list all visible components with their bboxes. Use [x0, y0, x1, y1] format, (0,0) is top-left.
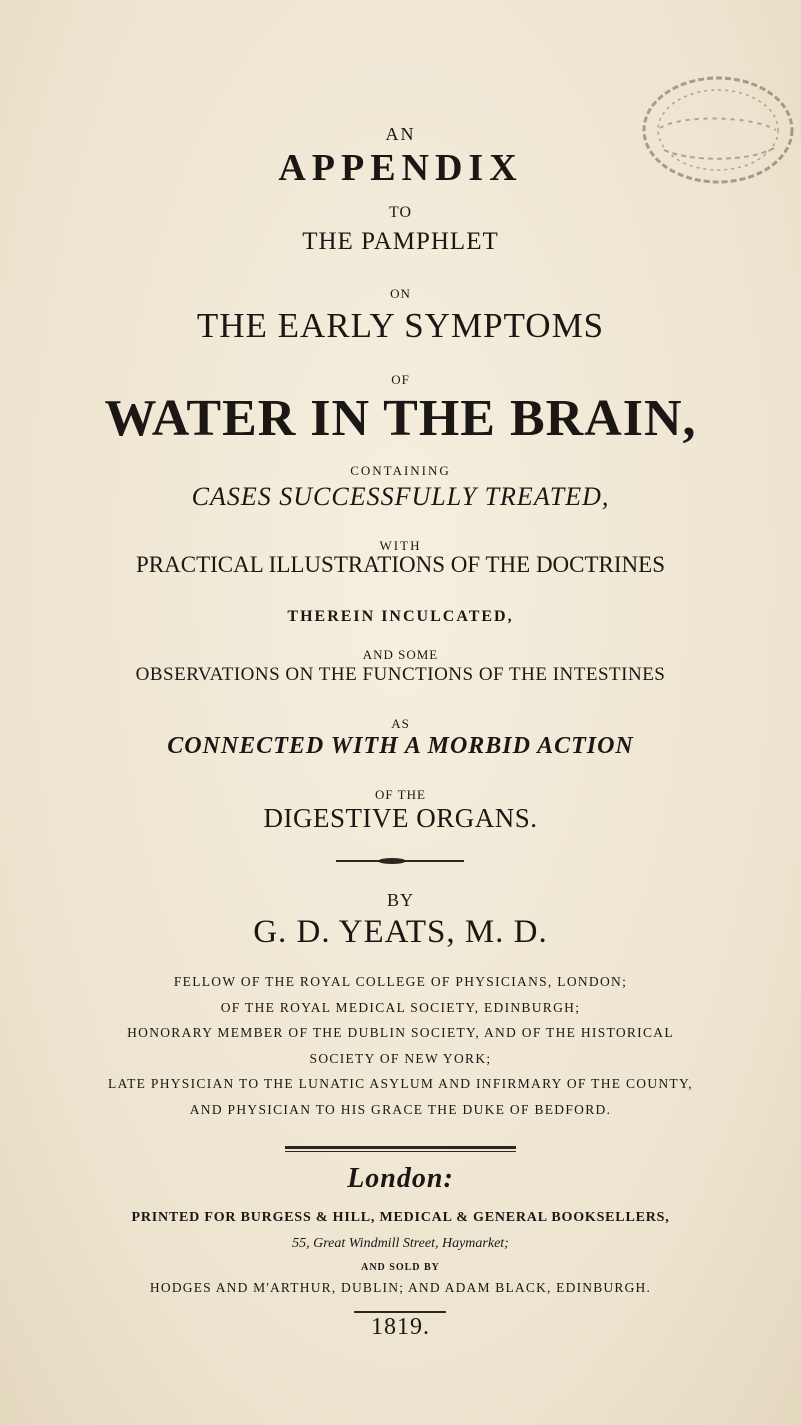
- heading-early-symptoms: THE EARLY SYMPTOMS: [196, 306, 605, 345]
- connector-on: ON: [390, 286, 411, 301]
- ornamental-divider: [336, 860, 464, 862]
- imprint-sellers: HODGES AND M'ARTHUR, DUBLIN; AND ADAM BLACK, EDINBURGH.: [149, 1280, 652, 1295]
- connector-and-some: AND SOME: [362, 647, 439, 662]
- heading-an: AN: [385, 124, 416, 144]
- heading-practical: PRACTICAL ILLUSTRATIONS OF THE DOCTRINES: [135, 552, 666, 577]
- double-rule-bottom: [285, 1151, 516, 1152]
- connector-of-the: OF THE: [375, 787, 426, 802]
- author-name: G. D. YEATS, M. D.: [253, 914, 548, 950]
- main-title: WATER IN THE BRAIN,: [104, 390, 697, 447]
- author-credential: OF THE ROYAL MEDICAL SOCIETY, EDINBURGH;: [220, 1000, 581, 1015]
- author-credential: FELLOW OF THE ROYAL COLLEGE OF PHYSICIANS, LONDON;: [173, 974, 628, 989]
- double-rule-top: [285, 1146, 516, 1149]
- author-credential: AND PHYSICIAN TO HIS GRACE THE DUKE OF BEDFORD.: [189, 1102, 612, 1117]
- heading-pamphlet: THE PAMPHLET: [302, 228, 499, 255]
- heading-connected: CONNECTED WITH A MORBID ACTION: [167, 733, 634, 759]
- imprint-city: London:: [347, 1163, 454, 1194]
- heading-cases: CASES SUCCESSFULLY TREATED,: [191, 482, 610, 511]
- imprint-sold-by: AND SOLD BY: [361, 1262, 440, 1273]
- heading-to: TO: [388, 204, 413, 221]
- author-credential: LATE PHYSICIAN TO THE LUNATIC ASYLUM AND INFIRMARY OF THE COUNTY,: [108, 1076, 693, 1091]
- connector-with: WITH: [379, 538, 422, 553]
- heading-therein: THEREIN INCULCATED,: [287, 608, 514, 625]
- imprint-year: 1819.: [371, 1314, 430, 1340]
- connector-of: OF: [391, 372, 410, 387]
- author-credential: HONORARY MEMBER OF THE DUBLIN SOCIETY, AND OF THE HISTORICAL: [127, 1025, 674, 1040]
- author-credential: SOCIETY OF NEW YORK;: [309, 1051, 492, 1066]
- year-rule: [354, 1311, 446, 1313]
- connector-as: AS: [391, 716, 410, 731]
- heading-observations: OBSERVATIONS ON THE FUNCTIONS OF THE INTESTINES: [135, 664, 666, 685]
- imprint-address: 55, Great Windmill Street, Haymarket;: [292, 1236, 509, 1251]
- heading-appendix: APPENDIX: [278, 147, 523, 189]
- author-by: BY: [386, 890, 414, 910]
- connector-containing: CONTAINING: [350, 463, 451, 478]
- heading-digestive: DIGESTIVE ORGANS.: [263, 803, 538, 833]
- imprint-printer: PRINTED FOR BURGESS & HILL, MEDICAL & GENERAL BOOKSELLERS,: [131, 1210, 670, 1225]
